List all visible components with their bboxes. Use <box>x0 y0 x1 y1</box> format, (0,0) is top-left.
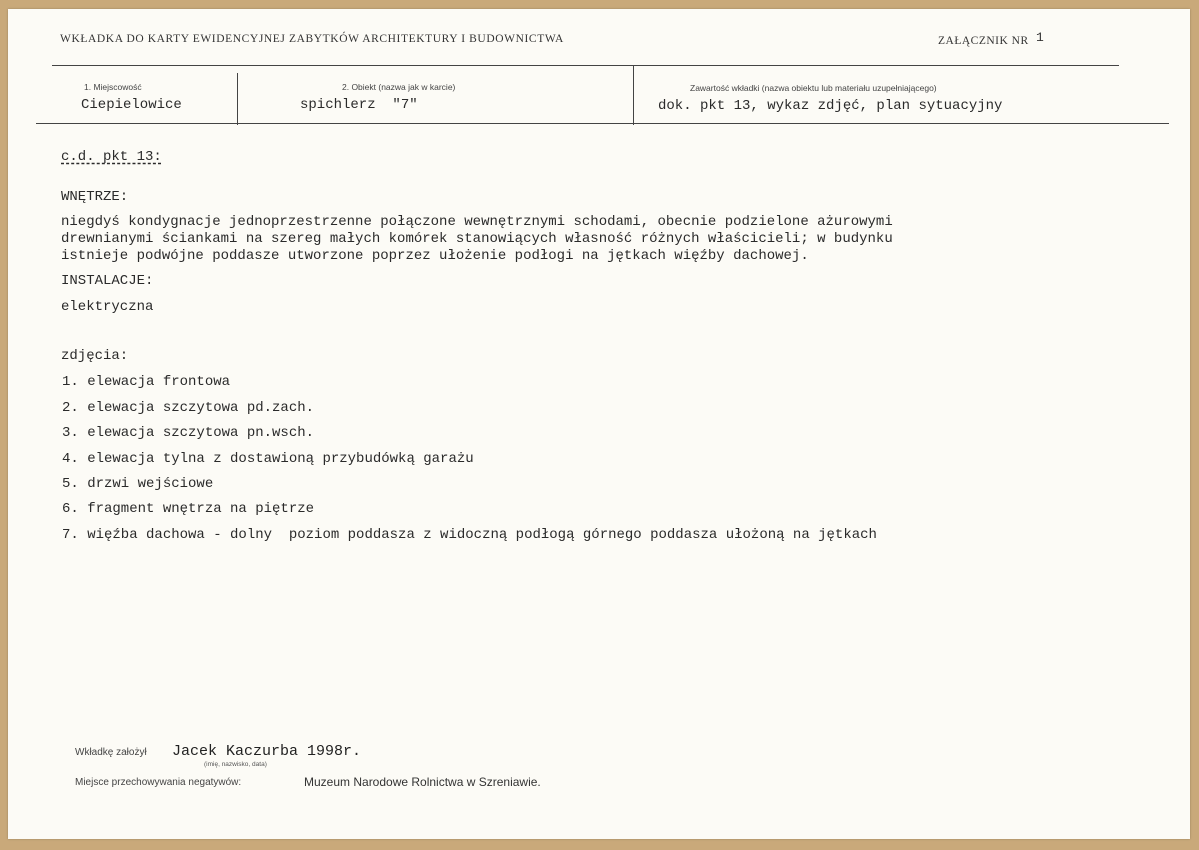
annex-label-text: ZAŁĄCZNIK NR <box>938 35 1029 47</box>
photos-heading: zdjęcia: <box>61 348 129 364</box>
object-label: 2. Obiekt (nazwa jak w karcie) <box>342 82 456 92</box>
header-top-rule <box>52 65 1119 66</box>
installations-value: elektryczna <box>61 299 154 315</box>
compiled-by-value: Jacek Kaczurba 1998r. <box>172 743 362 760</box>
photo-item-1: 1. elewacja frontowa <box>62 374 231 390</box>
interior-line-2: drewnianymi ściankami na szereg małych komórek stanowiących własność różnych właścicieli; w budynku <box>61 231 893 247</box>
contents-value: dok. pkt 13, wykaz zdjęć, plan sytuacyjny <box>658 98 1003 114</box>
photo-item-7: 7. więźba dachowa - dolny poziom poddasza z widoczną podłogą górnego poddasza ułożoną na jętkach <box>62 527 877 543</box>
annex-label <box>938 30 1045 48</box>
photo-item-6: 6. fragment wnętrza na piętrze <box>62 501 315 517</box>
photo-item-4: 4. elewacja tylna z dostawioną przybudówką garażu <box>62 451 474 467</box>
locality-value: Ciepielowice <box>81 97 182 113</box>
annex-number: 1 <box>1036 30 1045 45</box>
continuation-heading: c.d. pkt 13: <box>61 149 162 165</box>
object-value: spichlerz "7" <box>300 97 418 113</box>
negatives-label: Miejsce przechowywania negatywów: <box>75 777 242 788</box>
interior-line-1: niegdyś kondygnacje jednoprzestrzenne połączone wewnętrznymi schodami, obecnie podzielone ażurowymi <box>61 214 893 230</box>
photo-item-2: 2. elewacja szczytowa pd.zach. <box>62 400 315 416</box>
field-divider-1 <box>237 73 238 125</box>
form-title: WKŁADKA DO KARTY EWIDENCYJNEJ ZABYTKÓW ARCHITEKTURY I BUDOWNICTWA <box>60 33 564 45</box>
photo-item-5: 5. drzwi wejściowe <box>62 476 214 492</box>
installations-heading: INSTALACJE: <box>61 273 154 289</box>
compiled-by-sublabel: (imię, nazwisko, data) <box>204 761 267 768</box>
field-divider-2 <box>633 65 634 125</box>
negatives-value: Muzeum Narodowe Rolnictwa w Szreniawie. <box>304 775 541 789</box>
header-bottom-rule <box>36 123 1169 124</box>
compiled-by-label: Wkładkę założył <box>75 747 147 758</box>
interior-heading: WNĘTRZE: <box>61 189 129 205</box>
contents-label: Zawartość wkładki (nazwa obiektu lub materiału uzupełniającego) <box>690 83 937 93</box>
interior-line-3: istnieje podwójne poddasze utworzone poprzez ułożenie podłogi na jętkach więźby dachowej. <box>61 248 809 264</box>
record-card <box>8 9 1190 839</box>
photo-item-3: 3. elewacja szczytowa pn.wsch. <box>62 425 315 441</box>
locality-label: 1. Miejscowość <box>84 82 142 92</box>
